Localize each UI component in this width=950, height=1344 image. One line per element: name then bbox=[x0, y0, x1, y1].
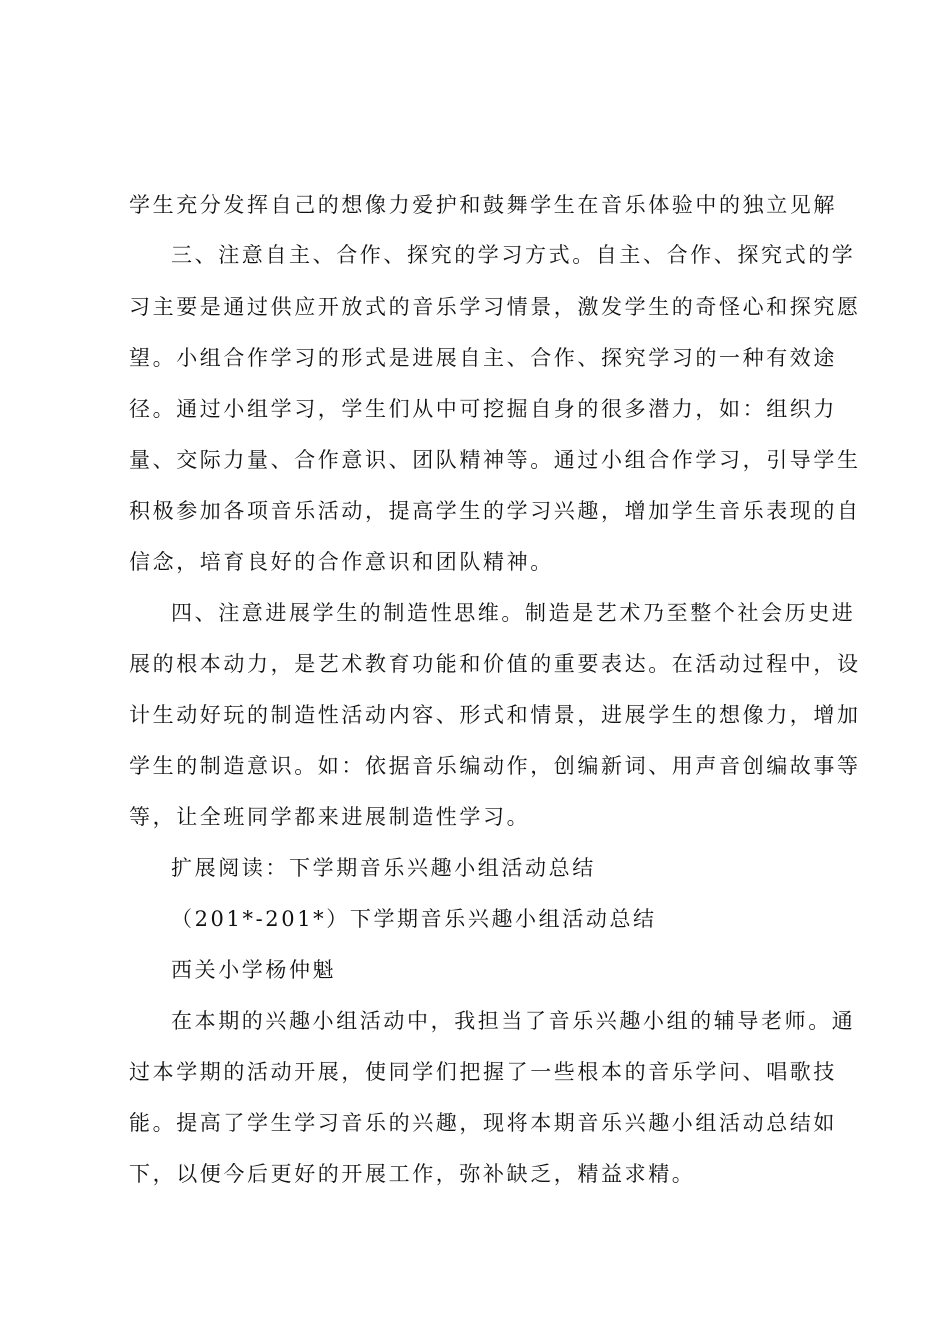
body-line: 展的根本动力，是艺术教育功能和价值的重要表达。在活动过程中，设 bbox=[129, 652, 861, 676]
body-line: 计生动好玩的制造性活动内容、形式和情景，进展学生的想像力，增加 bbox=[129, 703, 861, 727]
body-line: 习主要是通过供应开放式的音乐学习情景，激发学生的奇怪心和探究愿 bbox=[129, 295, 861, 319]
body-line: 等，让全班同学都来进展制造性学习。 bbox=[129, 805, 531, 829]
body-line: 学生充分发挥自己的想像力爱护和鼓舞学生在音乐体验中的独立见解 bbox=[129, 193, 837, 217]
body-line: 望。小组合作学习的形式是进展自主、合作、探究学习的一种有效途 bbox=[129, 346, 837, 370]
body-line: 在本期的兴趣小组活动中，我担当了音乐兴趣小组的辅导老师。通 bbox=[171, 1009, 856, 1033]
section-four-heading-line: 四、注意进展学生的制造性思维。制造是艺术乃至整个社会历史进 bbox=[171, 601, 856, 625]
body-line: 下，以便今后更好的开展工作，弥补缺乏，精益求精。 bbox=[129, 1162, 696, 1186]
body-line: 学生的制造意识。如：依据音乐编动作，创编新词、用声音创编故事等 bbox=[129, 754, 861, 778]
body-line: 径。通过小组学习，学生们从中可挖掘自身的很多潜力，如：组织力 bbox=[129, 397, 837, 421]
section-three-heading-line: 三、注意自主、合作、探究的学习方式。自主、合作、探究式的学 bbox=[171, 243, 856, 267]
summary-title: （201*-201*）下学期音乐兴趣小组活动总结 bbox=[171, 907, 657, 931]
body-line: 量、交际力量、合作意识、团队精神等。通过小组合作学习，引导学生 bbox=[129, 448, 861, 472]
body-line: 过本学期的活动开展，使同学们把握了一些根本的音乐学问、唱歌技 bbox=[129, 1060, 837, 1084]
extended-reading-title: 扩展阅读：下学期音乐兴趣小组活动总结 bbox=[171, 856, 596, 880]
body-line: 积极参加各项音乐活动，提高学生的学习兴趣，增加学生音乐表现的自 bbox=[129, 499, 861, 523]
body-line: 能。提高了学生学习音乐的兴趣，现将本期音乐兴趣小组活动总结如 bbox=[129, 1111, 837, 1135]
author-line: 西关小学杨仲魁 bbox=[171, 958, 337, 982]
body-line: 信念，培育良好的合作意识和团队精神。 bbox=[129, 550, 554, 574]
